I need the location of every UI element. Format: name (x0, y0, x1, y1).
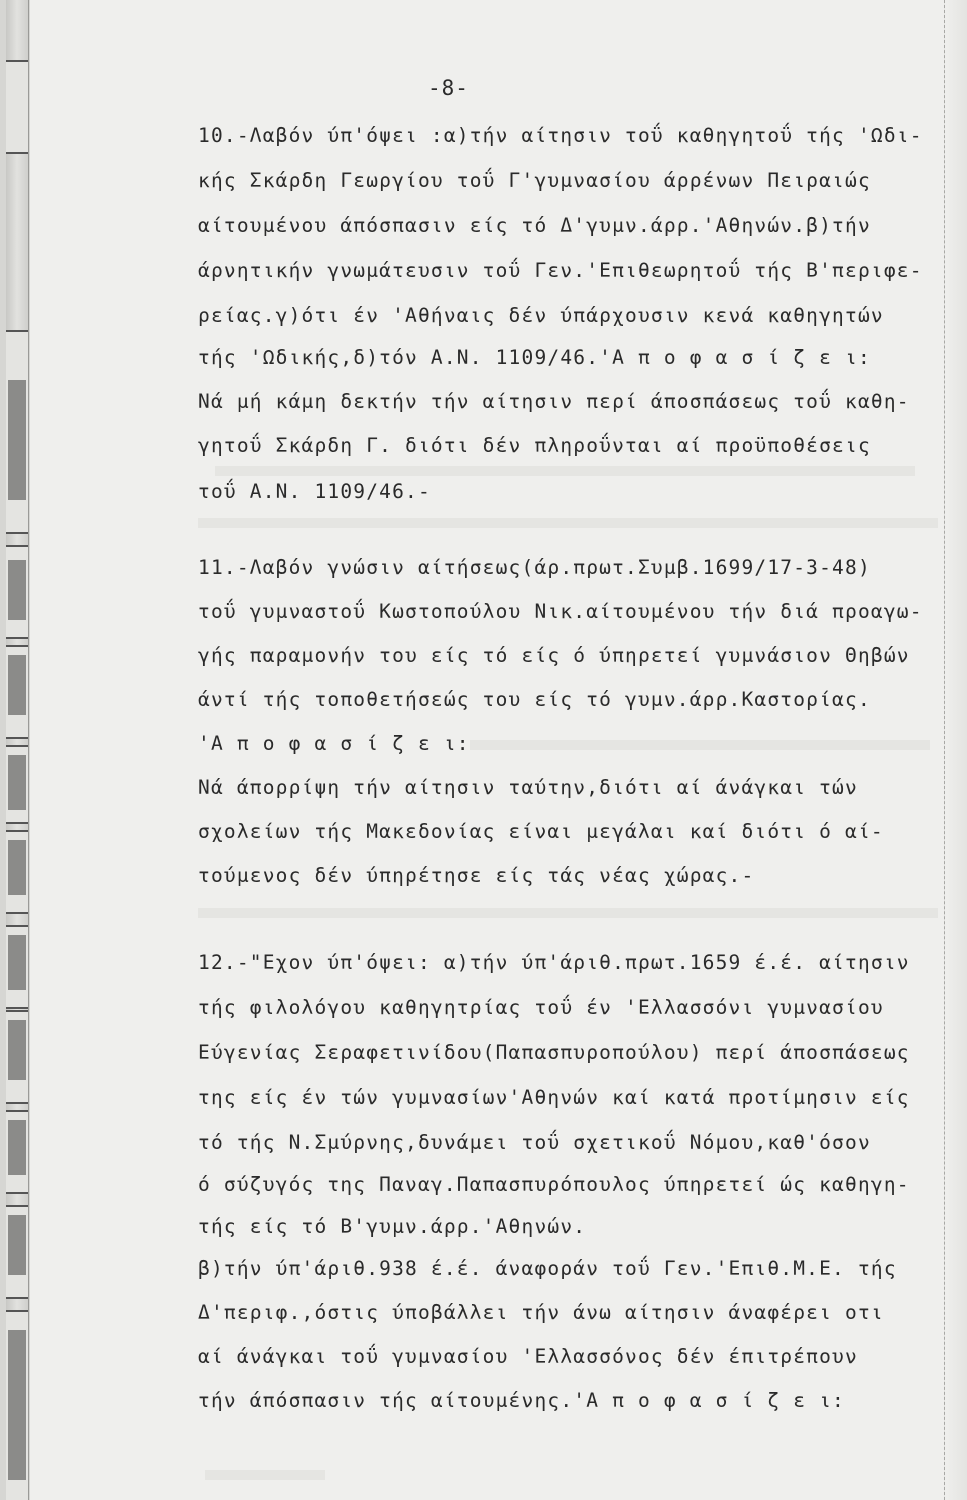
text-line: Εύγενίας Σεραφετινίδου(Παπασπυροπούλου) περί άποσπάσεως (198, 1041, 910, 1064)
text-line: 'Α π ο φ α σ ί ζ ε ι: (198, 732, 470, 755)
binding-label-mark (8, 1330, 26, 1480)
page-number: -8- (428, 76, 469, 100)
text-line: Νά άπορρίψη τήν αίτησιν ταύτην,διότι αί άνάγκαι τών (198, 776, 858, 799)
text-line: β)τήν ύπ'άριθ.938 έ.έ. άναφοράν τοΰ Γεν.'Επιθ.Μ.Ε. τής (198, 1257, 897, 1280)
text-line: 11.-Λαβόν γνώσιν αίτήσεως(άρ.πρωτ.Συμβ.1699/17-3-48) (198, 556, 871, 579)
bleed-through-line (470, 740, 930, 750)
binding-label-mark (8, 380, 26, 500)
binding-tab (6, 60, 28, 154)
text-line: ρείας.γ)ότι έν 'Αθήναις δέν ύπάρχουσιν κενά καθηγητών (198, 304, 884, 327)
binding-label-mark (8, 840, 26, 895)
binding-label-mark (8, 1215, 26, 1275)
right-page-edge (944, 0, 967, 1500)
text-line: άρνητικήν γνωμάτευσιν τοΰ Γεν.'Επιθεωρητοΰ τής Β'περιφε- (198, 259, 923, 282)
binding-label-mark (8, 655, 26, 715)
text-line: τής είς τό Β'γυμν.άρρ.'Αθηνών. (198, 1215, 587, 1238)
binding-label-mark (8, 755, 26, 810)
text-line: γής παραμονήν του είς τό είς ό ύπηρετεί γυμνάσιον Θηβών (198, 644, 910, 667)
text-line: 12.-"Εχον ύπ'όψει: α)τήν ύπ'άριθ.πρωτ.1659 έ.έ. αίτησιν (198, 951, 910, 974)
text-line: σχολείων τής Μακεδονίας είναι μεγάλαι καί διότι ό αί- (198, 820, 884, 843)
text-line: Νά μή κάμη δεκτήν τήν αίτησιν περί άποσπάσεως τοΰ καθη- (198, 390, 910, 413)
text-line: τούμενος δέν ύπηρέτησε είς τάς νέας χώρας.- (198, 864, 755, 887)
binding-label-mark (8, 560, 26, 620)
binding-label-mark (8, 935, 26, 990)
text-line: τήν άπόσπασιν τής αίτουμένης.'Α π ο φ α σ ί ζ ε ι: (198, 1389, 845, 1412)
binding-margin (0, 0, 30, 1500)
bleed-through-line (215, 466, 915, 476)
text-line: γητοΰ Σκάρδη Γ. διότι δέν πληροΰνται αί προϋποθέσεις (198, 434, 871, 457)
text-line: αί άνάγκαι τοΰ γυμνασίου 'Ελλασσόνος δέν έπιτρέπουν (198, 1345, 858, 1368)
bleed-through-line (205, 1470, 325, 1480)
text-line: τό τής Ν.Σμύρνης,δυνάμει τοΰ σχετικοΰ Νόμου,καθ'όσον (198, 1131, 871, 1154)
text-line: αίτουμένου άπόσπασιν είς τό Δ'γυμν.άρρ.'Αθηνών.β)τήν (198, 214, 871, 237)
bleed-through-line (198, 908, 938, 918)
text-line: τοΰ γυμναστοΰ Κωστοπούλου Νικ.αίτουμένου τήν διά προαγω- (198, 600, 923, 623)
text-line: τής 'Ωδικής,δ)τόν Α.Ν. 1109/46.'Α π ο φ α σ ί ζ ε ι: (198, 346, 871, 369)
text-line: τής φιλολόγου καθηγητρίας τοΰ έν 'Ελλασσόνι γυμνασίου (198, 996, 884, 1019)
text-line: Δ'περιφ.,όστις ύποβάλλει τήν άνω αίτησιν άναφέρει οτι (198, 1301, 884, 1324)
bleed-through-line (198, 518, 938, 528)
text-line: 10.-Λαβόν ύπ'όψει :α)τήν αίτησιν τοΰ καθηγητοΰ τής 'Ωδι- (198, 124, 923, 147)
text-line: της είς έν τών γυμνασίων'Αθηνών καί κατά προτίμησιν είς (198, 1086, 910, 1109)
binding-label-mark (8, 1120, 26, 1175)
text-line: άντί τής τοποθετήσεώς του είς τό γυμν.άρρ.Καστορίας. (198, 688, 871, 711)
text-line: κής Σκάρδη Γεωργίου τοΰ Γ'γυμνασίου άρρένων Πειραιώς (198, 169, 871, 192)
text-line: ό σύζυγός της Παναγ.Παπασπυρόπουλος ύπηρετεί ώς καθηγη- (198, 1173, 910, 1196)
text-line: τοΰ Α.Ν. 1109/46.- (198, 480, 431, 503)
binding-label-mark (8, 1020, 26, 1080)
